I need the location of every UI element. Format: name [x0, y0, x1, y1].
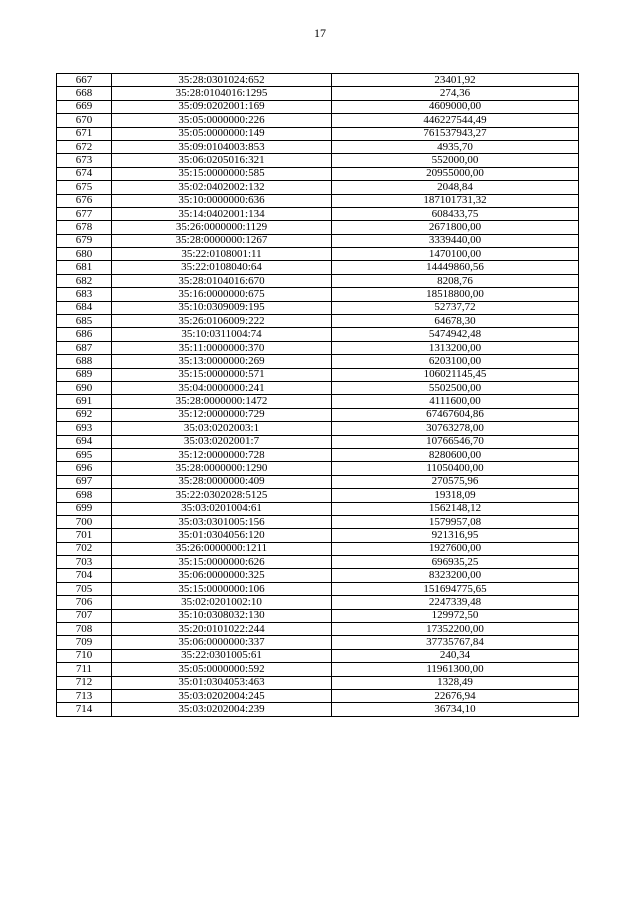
value-cell: 1562148,12 — [332, 502, 579, 515]
row-number-cell: 696 — [57, 462, 112, 475]
value-cell: 37735767,84 — [332, 636, 579, 649]
table-row — [57, 381, 579, 394]
row-number-cell: 692 — [57, 408, 112, 421]
value-cell: 151694775,65 — [332, 582, 579, 595]
value-cell: 446227544,49 — [332, 114, 579, 127]
value-cell: 14449860,56 — [332, 261, 579, 274]
table-row — [57, 341, 579, 354]
table-row — [57, 502, 579, 515]
table-row — [57, 167, 579, 180]
cadastral-number-cell: 35:22:0301005:61 — [112, 649, 332, 662]
row-number-cell: 698 — [57, 489, 112, 502]
value-cell: 5502500,00 — [332, 381, 579, 394]
row-number-cell: 708 — [57, 623, 112, 636]
value-cell: 240,34 — [332, 649, 579, 662]
value-cell: 1328,49 — [332, 676, 579, 689]
cadastral-number-cell: 35:05:0000000:592 — [112, 663, 332, 676]
cadastral-number-cell: 35:01:0304056:120 — [112, 529, 332, 542]
row-number-cell: 684 — [57, 301, 112, 314]
value-cell: 1313200,00 — [332, 341, 579, 354]
value-cell: 36734,10 — [332, 703, 579, 716]
table-row — [57, 596, 579, 609]
value-cell: 22676,94 — [332, 689, 579, 702]
value-cell: 1927600,00 — [332, 542, 579, 555]
row-number-cell: 690 — [57, 381, 112, 394]
row-number-cell: 675 — [57, 181, 112, 194]
row-number-cell: 667 — [57, 74, 112, 87]
cadastral-number-cell: 35:26:0000000:1129 — [112, 221, 332, 234]
row-number-cell: 683 — [57, 288, 112, 301]
table-row — [57, 368, 579, 381]
cadastral-number-cell: 35:26:0106009:222 — [112, 315, 332, 328]
cadastral-number-cell: 35:28:0000000:409 — [112, 475, 332, 488]
cadastral-number-cell: 35:28:0000000:1472 — [112, 395, 332, 408]
value-cell: 5474942,48 — [332, 328, 579, 341]
table-row — [57, 328, 579, 341]
value-cell: 8208,76 — [332, 274, 579, 287]
cadastral-number-cell: 35:04:0000000:241 — [112, 381, 332, 394]
table-row — [57, 422, 579, 435]
row-number-cell: 689 — [57, 368, 112, 381]
row-number-cell: 709 — [57, 636, 112, 649]
table-row — [57, 140, 579, 153]
value-cell: 106021145,45 — [332, 368, 579, 381]
row-number-cell: 702 — [57, 542, 112, 555]
value-cell: 1579957,08 — [332, 515, 579, 528]
cadastral-number-cell: 35:22:0302028:5125 — [112, 489, 332, 502]
value-cell: 20955000,00 — [332, 167, 579, 180]
table-row — [57, 207, 579, 220]
table-row — [57, 395, 579, 408]
value-cell: 552000,00 — [332, 154, 579, 167]
cadastral-number-cell: 35:14:0402001:134 — [112, 207, 332, 220]
row-number-cell: 672 — [57, 140, 112, 153]
row-number-cell: 686 — [57, 328, 112, 341]
cadastral-number-cell: 35:02:0402002:132 — [112, 181, 332, 194]
row-number-cell: 713 — [57, 689, 112, 702]
table-row — [57, 462, 579, 475]
row-number-cell: 673 — [57, 154, 112, 167]
row-number-cell: 707 — [57, 609, 112, 622]
table-row — [57, 234, 579, 247]
row-number-cell: 676 — [57, 194, 112, 207]
value-cell: 4609000,00 — [332, 100, 579, 113]
row-number-cell: 701 — [57, 529, 112, 542]
cadastral-number-cell: 35:15:0000000:571 — [112, 368, 332, 381]
cadastral-number-cell: 35:26:0000000:1211 — [112, 542, 332, 555]
row-number-cell: 714 — [57, 703, 112, 716]
row-number-cell: 691 — [57, 395, 112, 408]
table-row — [57, 301, 579, 314]
cadastral-number-cell: 35:05:0000000:149 — [112, 127, 332, 140]
value-cell: 52737,72 — [332, 301, 579, 314]
cadastral-number-cell: 35:03:0201004:61 — [112, 502, 332, 515]
cadastral-number-cell: 35:06:0000000:325 — [112, 569, 332, 582]
value-cell: 8323200,00 — [332, 569, 579, 582]
row-number-cell: 674 — [57, 167, 112, 180]
row-number-cell: 711 — [57, 663, 112, 676]
row-number-cell: 703 — [57, 556, 112, 569]
cadastral-number-cell: 35:15:0000000:106 — [112, 582, 332, 595]
value-cell: 19318,09 — [332, 489, 579, 502]
row-number-cell: 669 — [57, 100, 112, 113]
value-cell: 1470100,00 — [332, 248, 579, 261]
row-number-cell: 704 — [57, 569, 112, 582]
table-row — [57, 609, 579, 622]
value-cell: 274,36 — [332, 87, 579, 100]
cadastral-number-cell: 35:02:0201002:10 — [112, 596, 332, 609]
row-number-cell: 694 — [57, 435, 112, 448]
cadastral-number-cell: 35:28:0104016:670 — [112, 274, 332, 287]
table-row — [57, 489, 579, 502]
value-cell: 6203100,00 — [332, 355, 579, 368]
table-row — [57, 87, 579, 100]
row-number-cell: 681 — [57, 261, 112, 274]
table-row — [57, 74, 579, 87]
value-cell: 4111600,00 — [332, 395, 579, 408]
cadastral-number-cell: 35:28:0301024:652 — [112, 74, 332, 87]
table-row — [57, 448, 579, 461]
table-row — [57, 127, 579, 140]
cadastral-number-cell: 35:28:0000000:1267 — [112, 234, 332, 247]
cadastral-number-cell: 35:03:0202004:245 — [112, 689, 332, 702]
table-row — [57, 435, 579, 448]
row-number-cell: 668 — [57, 87, 112, 100]
row-number-cell: 671 — [57, 127, 112, 140]
row-number-cell: 705 — [57, 582, 112, 595]
row-number-cell: 670 — [57, 114, 112, 127]
table-row — [57, 676, 579, 689]
row-number-cell: 685 — [57, 315, 112, 328]
table-row — [57, 475, 579, 488]
cadastral-number-cell: 35:01:0304053:463 — [112, 676, 332, 689]
row-number-cell: 700 — [57, 515, 112, 528]
table-row — [57, 315, 579, 328]
row-number-cell: 687 — [57, 341, 112, 354]
cadastral-number-cell: 35:16:0000000:675 — [112, 288, 332, 301]
table-row — [57, 248, 579, 261]
table-row — [57, 703, 579, 716]
row-number-cell: 677 — [57, 207, 112, 220]
value-cell: 64678,30 — [332, 315, 579, 328]
value-cell: 8280600,00 — [332, 448, 579, 461]
value-cell: 608433,75 — [332, 207, 579, 220]
row-number-cell: 682 — [57, 274, 112, 287]
cadastral-number-cell: 35:10:0311004:74 — [112, 328, 332, 341]
table-row — [57, 181, 579, 194]
table-row — [57, 623, 579, 636]
row-number-cell: 695 — [57, 448, 112, 461]
cadastral-number-cell: 35:13:0000000:269 — [112, 355, 332, 368]
table-row — [57, 556, 579, 569]
row-number-cell: 680 — [57, 248, 112, 261]
value-cell: 11050400,00 — [332, 462, 579, 475]
value-cell: 270575,96 — [332, 475, 579, 488]
table-row — [57, 663, 579, 676]
cadastral-number-cell: 35:03:0202004:239 — [112, 703, 332, 716]
cadastral-number-cell: 35:03:0202003:1 — [112, 422, 332, 435]
cadastral-number-cell: 35:10:0309009:195 — [112, 301, 332, 314]
cadastral-number-cell: 35:12:0000000:728 — [112, 448, 332, 461]
table-body — [57, 74, 579, 717]
value-cell: 696935,25 — [332, 556, 579, 569]
cadastral-number-cell: 35:06:0000000:337 — [112, 636, 332, 649]
cadastral-number-cell: 35:15:0000000:585 — [112, 167, 332, 180]
cadastral-number-cell: 35:10:0308032:130 — [112, 609, 332, 622]
row-number-cell: 693 — [57, 422, 112, 435]
value-cell: 2247339,48 — [332, 596, 579, 609]
cadastral-number-cell: 35:22:0108001:11 — [112, 248, 332, 261]
table-row — [57, 154, 579, 167]
row-number-cell: 688 — [57, 355, 112, 368]
table-row — [57, 649, 579, 662]
cadastral-number-cell: 35:15:0000000:626 — [112, 556, 332, 569]
value-cell: 10766546,70 — [332, 435, 579, 448]
table-row — [57, 408, 579, 421]
table-row — [57, 194, 579, 207]
value-cell: 2671800,00 — [332, 221, 579, 234]
row-number-cell: 710 — [57, 649, 112, 662]
table-row — [57, 515, 579, 528]
value-cell: 129972,50 — [332, 609, 579, 622]
cadastral-number-cell: 35:12:0000000:729 — [112, 408, 332, 421]
table-row — [57, 261, 579, 274]
table-row — [57, 100, 579, 113]
value-cell: 23401,92 — [332, 74, 579, 87]
value-cell: 921316,95 — [332, 529, 579, 542]
table-row — [57, 274, 579, 287]
table-row — [57, 689, 579, 702]
page-number: 17 — [314, 26, 326, 40]
row-number-cell: 697 — [57, 475, 112, 488]
value-cell: 3339440,00 — [332, 234, 579, 247]
cadastral-number-cell: 35:11:0000000:370 — [112, 341, 332, 354]
value-cell: 30763278,00 — [332, 422, 579, 435]
value-cell: 18518800,00 — [332, 288, 579, 301]
table-row — [57, 582, 579, 595]
cadastral-number-cell: 35:20:0101022:244 — [112, 623, 332, 636]
table-row — [57, 542, 579, 555]
value-cell: 17352200,00 — [332, 623, 579, 636]
row-number-cell: 699 — [57, 502, 112, 515]
row-number-cell: 706 — [57, 596, 112, 609]
table-row — [57, 221, 579, 234]
table-row — [57, 114, 579, 127]
cadastral-number-cell: 35:09:0202001:169 — [112, 100, 332, 113]
value-cell: 4935,70 — [332, 140, 579, 153]
row-number-cell: 678 — [57, 221, 112, 234]
cadastral-number-cell: 35:03:0202001:7 — [112, 435, 332, 448]
value-cell: 761537943,27 — [332, 127, 579, 140]
table-row — [57, 355, 579, 368]
table-row — [57, 288, 579, 301]
table-row — [57, 529, 579, 542]
value-cell: 2048,84 — [332, 181, 579, 194]
value-cell: 11961300,00 — [332, 663, 579, 676]
value-cell: 67467604,86 — [332, 408, 579, 421]
cadastral-number-cell: 35:10:0000000:636 — [112, 194, 332, 207]
cadastral-number-cell: 35:09:0104003:853 — [112, 140, 332, 153]
table-row — [57, 569, 579, 582]
table-row — [57, 636, 579, 649]
row-number-cell: 679 — [57, 234, 112, 247]
cadastral-number-cell: 35:03:0301005:156 — [112, 515, 332, 528]
cadastral-number-cell: 35:28:0104016:1295 — [112, 87, 332, 100]
cadastral-number-cell: 35:05:0000000:226 — [112, 114, 332, 127]
cadastral-value-table — [56, 73, 579, 717]
cadastral-number-cell: 35:28:0000000:1290 — [112, 462, 332, 475]
row-number-cell: 712 — [57, 676, 112, 689]
cadastral-number-cell: 35:06:0205016:321 — [112, 154, 332, 167]
cadastral-number-cell: 35:22:0108040:64 — [112, 261, 332, 274]
value-cell: 187101731,32 — [332, 194, 579, 207]
